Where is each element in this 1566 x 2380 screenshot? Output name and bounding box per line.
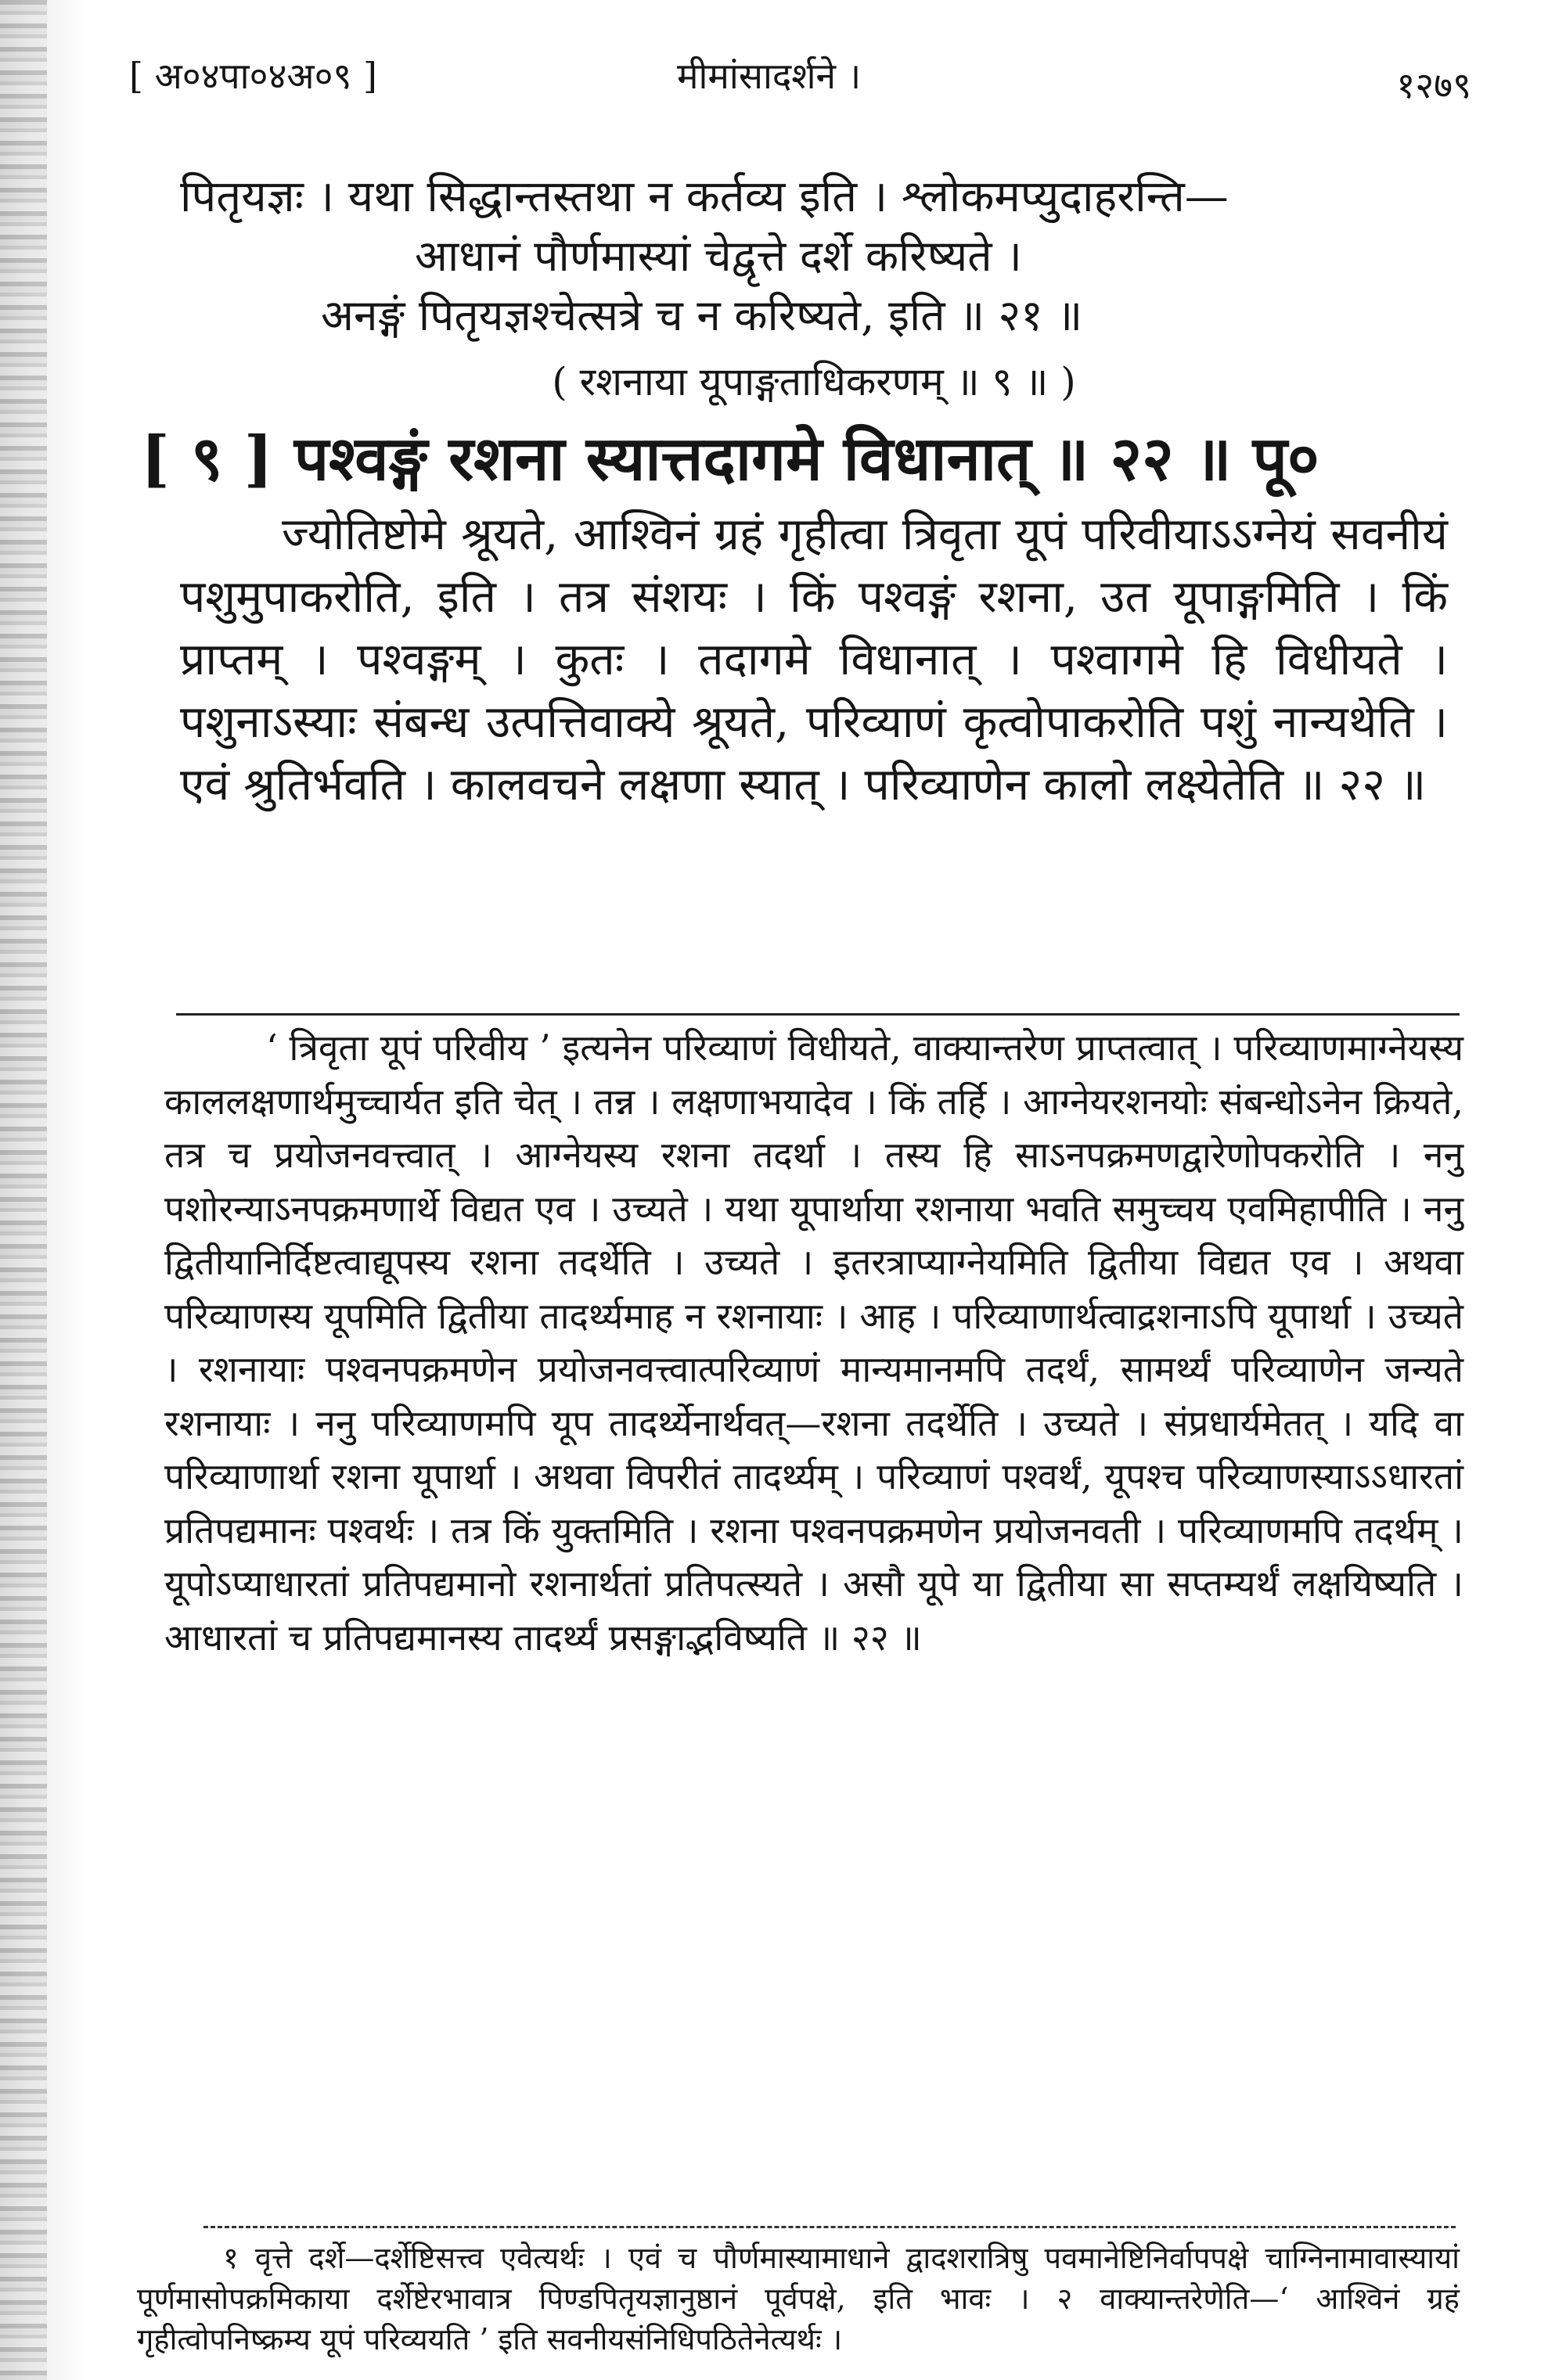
main-text [141,168,1448,816]
footnote-text: १ वृत्ते दर्शे—दर्शेष्टिसत्त्व एवेत्यर्थः । एवं च पौर्णमास्यामाधाने द्वादशरात्रिषु पवमानेष्टिनिर्वापपक्षे चाग्निनामावास्यायां पूर्णमासोपक्रमिकाया दर्शेष्टेरभावात्र पिण्डपितृयज्ञानुष्ठानं पूर्वपक्षे, इति भावः । २ वाक्यान्तरेणेति—‘ आश्विनं ग्रहं गृहीत्वोपनिष्क्रम्य यूपं परिव्ययति ’ इति सवनीयसंनिधिपठितेनेत्यर्थः । [137,2241,1460,2357]
section-divider [176,1013,1460,1016]
commentary-text: ‘ त्रिवृता यूपं परिवीय ’ इत्यनेन परिव्याणं विधीयते, वाक्यान्तरेण प्राप्तत्वात् । परिव्याणमाग्नेयस्य काललक्षणार्थमुच्चार्यत इति चेत् । तन्न । लक्षणाभयादेव । किं तर्हि । आग्नेयरशनयोः संबन्धोऽनेन क्रियते, तत्र च प्रयोजनवत्त्वात् । आग्नेयस्य रशना तदर्था । तस्य हि साऽनपक्रमणद्वारेणोपकरोति । ननु पशोरन्याऽनपक्रमणार्थे विद्यत एव । उच्यते । यथा यूपार्थाया रशनाया भवति समुच्चय एवमिहापीति । ननु द्वितीयानिर्दिष्टत्वाद्यूपस्य रशना तदर्थेति । उच्यते । इतरत्राप्याग्नेयमिति द्वितीया विद्यत एव । अथवा परिव्याणस्य यूपमिति द्वितीया तादर्थ्यमाह न रशनायाः । आह । परिव्याणार्थत्वाद्रशनाऽपि यूपार्था । उच्यते । रशनायाः पश्वनपक्रमणेन प्रयोजनवत्त्वात्परिव्याणं मान्यमानमपि तदर्थं, सामर्थ्यं परिव्याणेन जन्यते रशनायाः । ननु परिव्याणमपि यूप तादर्थ्येनार्थवत्—रशना तदर्थेति । उच्यते । संप्रधार्यमेतत् । यदि वा परिव्याणार्था रशना यूपार्था । अथवा विपरीतं तादर्थ्यम् । परिव्याणं पश्वर्थं, यूपश्च परिव्याणस्याऽऽधारतां प्रतिपद्यमानः पश्वर्थः । तत्र किं युक्तमिति । रशना पश्वनपक्रमणेन प्रयोजनवती । परिव्याणमपि तदर्थम् । यूपोऽप्याधारतां प्रतिपद्यमानो रशनार्थतां प्रतिपत्स्यते । असौ यूपे या द्वितीया सा सप्तम्यर्थं लक्षयिष्यति । आधारतां च प्रतिपद्यमानस्य तादर्थ्यं प्रसङ्गाद्भविष्यति ॥ २२ ॥ [164,1026,1463,1659]
intro-text: पितृयज्ञः । यथा सिद्धान्तस्तथा न कर्तव्य इति । श्लोकमप्युदाहरन्ति— [180,171,1229,222]
book-spine-shadow [0,0,47,2380]
adhikarana-heading: ( रशनाया यूपाङ्गताधिकरणम् ॥ ९ ॥ ) [552,359,1076,404]
page-number: १२७९ [1396,64,1471,106]
footnotes [137,2238,1460,2360]
page-header [129,43,1471,110]
bhashya-text: ज्योतिष्टोमे श्रूयते, आश्विनं ग्रहं गृहीत्वा त्रिवृता यूपं परिवीयाऽऽग्नेयं सवनीयं पशुमुपाकरोति, इति । तत्र संशयः । किं पश्वङ्गं रशना, उत यूपाङ्गमिति । किं प्राप्तम् । पश्वङ्गम् । कुतः । तदागमे विधानात् । पश्वागमे हि विधीयते । पशुनाऽस्याः संबन्ध उत्पत्तिवाक्ये श्रूयते, परिव्याणं कृत्वोपाकरोति पशुं नान्यथेति । एवं श्रुतिर्भवति । कालवचने लक्षणा स्यात् । परिव्याणेन कालो लक्ष्येतेति ॥ २२ ॥ [180,509,1448,811]
sutra: [ ९ ] पश्वङ्गं रशना स्यात्तदागमे विधानात् ॥ २२ ॥ पू० [141,423,1319,494]
chapter-reference: [ अ०४पा०४अ०९ ] [129,55,377,97]
verse-line-1: आधानं पौर्णमास्यां चेद्वृत्ते दर्शे करिष्यते । [415,231,1022,281]
running-title: मीमांसादर्शने । [677,55,862,97]
footnote-divider [203,2226,1456,2228]
commentary [164,1021,1463,1664]
verse-line-2: अनङ्गं पितृयज्ञश्चेत्सत्रे च न करिष्यते, इति ॥ २१ ॥ [321,290,1083,340]
